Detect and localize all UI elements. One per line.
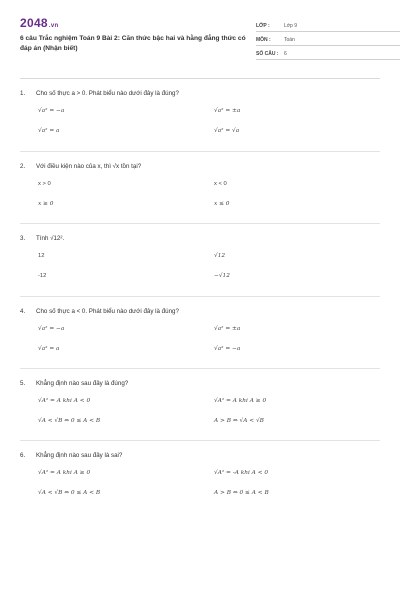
option-d[interactable]: √a² = −a xyxy=(214,346,241,352)
option-b[interactable]: x < 0 xyxy=(214,181,227,187)
meta-row-subject xyxy=(256,32,400,46)
option-b[interactable]: √a² = ±a xyxy=(214,108,241,114)
answer-options xyxy=(20,463,380,503)
meta-label: MÔN : xyxy=(256,37,271,43)
option-b[interactable]: √A² = -A khi A < 0 xyxy=(214,470,269,476)
option-b[interactable]: √12 xyxy=(214,253,226,259)
answer-options xyxy=(20,319,380,359)
question-text: Tính √12². xyxy=(36,235,65,242)
question-text: Với điều kiện nào của x, thì √x tồn tại? xyxy=(36,163,142,170)
option-a[interactable]: √A² = A khi A ≥ 0 xyxy=(38,470,91,476)
brand-name: 2048 xyxy=(20,16,48,30)
question-text: Cho số thực a > 0. Phát biểu nào dưới đây là đúng? xyxy=(36,90,179,97)
option-c[interactable]: √A < √B ⇔ 0 ≤ A < B xyxy=(38,490,101,496)
option-d[interactable]: A > B ⇔ 0 ≤ A < B xyxy=(214,490,269,496)
option-a[interactable]: √A² = A khi A < 0 xyxy=(38,398,91,404)
option-c[interactable]: √a² = a xyxy=(38,346,60,352)
question-4 xyxy=(20,297,380,369)
question-number: 1. xyxy=(20,90,26,97)
question-2 xyxy=(20,152,380,224)
option-a[interactable]: 12 xyxy=(38,253,45,259)
answer-options xyxy=(20,174,380,214)
answer-options xyxy=(20,101,380,141)
meta-row-class xyxy=(256,18,400,32)
option-c[interactable]: -12 xyxy=(38,273,47,279)
meta-label: SỐ CÂU : xyxy=(256,51,279,57)
meta-value: Toán xyxy=(284,37,295,43)
option-d[interactable]: A > B ⇔ √A < √B xyxy=(214,418,264,424)
question-1 xyxy=(20,79,380,152)
answer-options xyxy=(20,391,380,431)
option-b[interactable]: √A² = A khi A ≥ 0 xyxy=(214,398,267,404)
question-3 xyxy=(20,224,380,297)
answer-options xyxy=(20,246,380,286)
worksheet-title: 6 câu Trắc nghiệm Toán 9 Bài 2: Căn thức bậc hai và hằng đẳng thức có đáp án (Nhận biết) xyxy=(20,35,246,52)
meta-value: 6 xyxy=(284,51,287,57)
meta-info xyxy=(256,18,400,60)
question-5 xyxy=(20,369,380,441)
header xyxy=(20,14,380,74)
option-d[interactable]: x ≤ 0 xyxy=(214,201,230,207)
question-number: 5. xyxy=(20,380,26,387)
option-a[interactable]: x > 0 xyxy=(38,181,51,187)
brand-suffix: .vn xyxy=(48,23,59,29)
option-b[interactable]: √a² = ±a xyxy=(214,326,241,332)
question-text: Cho số thực a < 0. Phát biểu nào dưới đây là đúng? xyxy=(36,308,179,315)
option-c[interactable]: x ≥ 0 xyxy=(38,201,54,207)
option-a[interactable]: √a² = −a xyxy=(38,108,65,114)
option-a[interactable]: √a² = −a xyxy=(38,326,65,332)
question-text: Khẳng định nào sau đây là sai? xyxy=(36,452,123,459)
brand-logo[interactable] xyxy=(20,16,58,30)
option-c[interactable]: √A < √B ⇔ 0 ≤ A < B xyxy=(38,418,101,424)
question-number: 2. xyxy=(20,163,26,170)
question-6 xyxy=(20,441,380,509)
option-d[interactable]: −√12 xyxy=(214,273,230,279)
option-d[interactable]: √a² = √a xyxy=(214,128,240,134)
meta-row-count xyxy=(256,46,400,60)
question-number: 4. xyxy=(20,308,26,315)
meta-value: Lớp 9 xyxy=(284,23,298,29)
option-c[interactable]: √a² = a xyxy=(38,128,60,134)
meta-label: LỚP : xyxy=(256,23,270,29)
question-number: 3. xyxy=(20,235,26,242)
question-number: 6. xyxy=(20,452,26,459)
question-text: Khẳng định nào sau đây là đúng? xyxy=(36,380,129,387)
